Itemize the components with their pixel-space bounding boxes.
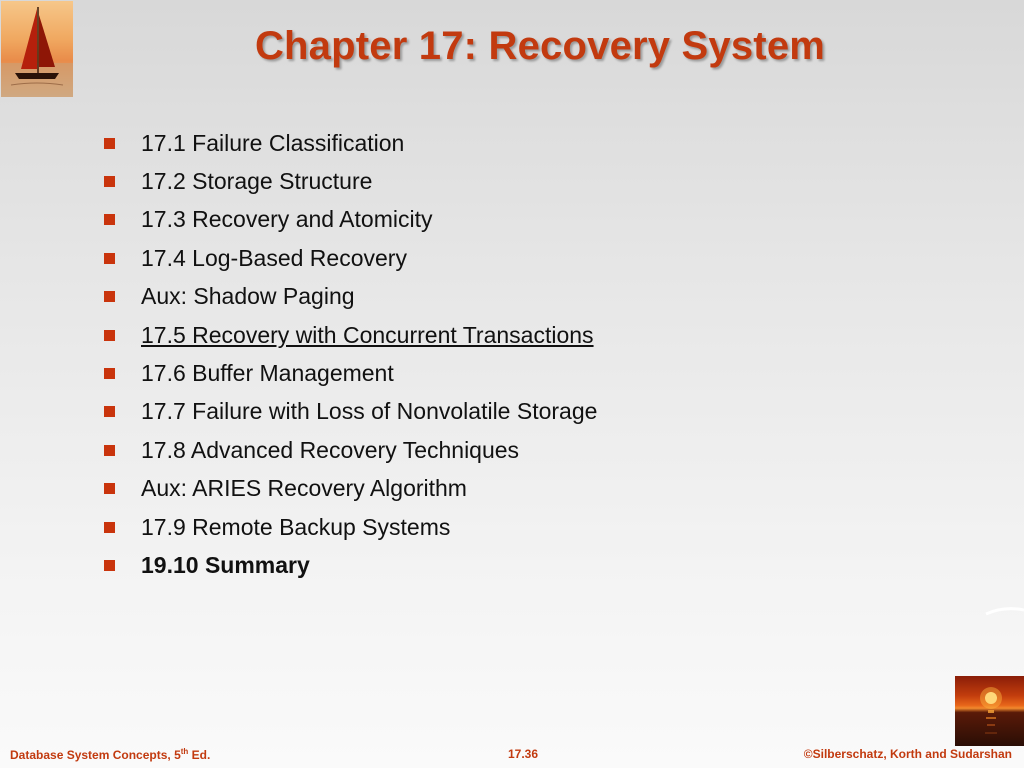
bullet-square-icon (104, 522, 115, 533)
list-item-label: 19.10 Summary (141, 551, 310, 578)
bullet-square-icon (104, 253, 115, 264)
list-item-label: 17.2 Storage Structure (141, 168, 373, 195)
topic-list (104, 124, 597, 585)
bullet-square-icon (104, 291, 115, 302)
list-item-label: 17.9 Remote Backup Systems (141, 513, 451, 540)
bullet-square-icon (104, 176, 115, 187)
bullet-square-icon (104, 406, 115, 417)
sunset-image (955, 676, 1024, 746)
decorative-swoosh-icon (984, 602, 1024, 622)
footer-page-number: 17.36 (508, 747, 539, 761)
list-item-label: 17.6 Buffer Management (141, 360, 394, 387)
list-item (104, 239, 597, 277)
list-item (104, 278, 597, 316)
list-item-label: 17.8 Advanced Recovery Techniques (141, 436, 520, 463)
list-item-label: Aux: Shadow Paging (141, 283, 355, 310)
list-item-label: 17.4 Log-Based Recovery (141, 244, 407, 271)
footer-book-title: Database System Concepts, 5th Ed. (10, 747, 211, 762)
list-item (104, 124, 597, 162)
list-item-label: 17.3 Recovery and Atomicity (141, 206, 433, 233)
bullet-square-icon (104, 445, 115, 456)
list-item (104, 201, 597, 239)
list-item (104, 354, 597, 392)
page-title: Chapter 17: Recovery System (254, 24, 826, 68)
list-item (104, 546, 597, 584)
bullet-square-icon (104, 138, 115, 149)
list-item-label: 17.1 Failure Classification (141, 129, 405, 156)
list-item (104, 431, 597, 469)
list-item (104, 470, 597, 508)
bullet-square-icon (104, 330, 115, 341)
bullet-square-icon (104, 368, 115, 379)
bullet-square-icon (104, 483, 115, 494)
list-item-link[interactable]: 17.5 Recovery with Concurrent Transactions (141, 321, 594, 348)
list-item-label: 17.7 Failure with Loss of Nonvolatile Storage (141, 398, 598, 425)
sunset-icon (955, 676, 1024, 746)
list-item (104, 393, 597, 431)
list-item (104, 162, 597, 200)
slide-footer (0, 747, 1024, 765)
footer-copyright: ©Silberschatz, Korth and Sudarshan (803, 747, 1012, 761)
list-item[interactable] (104, 316, 597, 354)
bullet-square-icon (104, 560, 115, 571)
bullet-square-icon (104, 214, 115, 225)
list-item (104, 508, 597, 546)
list-item-label: Aux: ARIES Recovery Algorithm (141, 475, 467, 502)
